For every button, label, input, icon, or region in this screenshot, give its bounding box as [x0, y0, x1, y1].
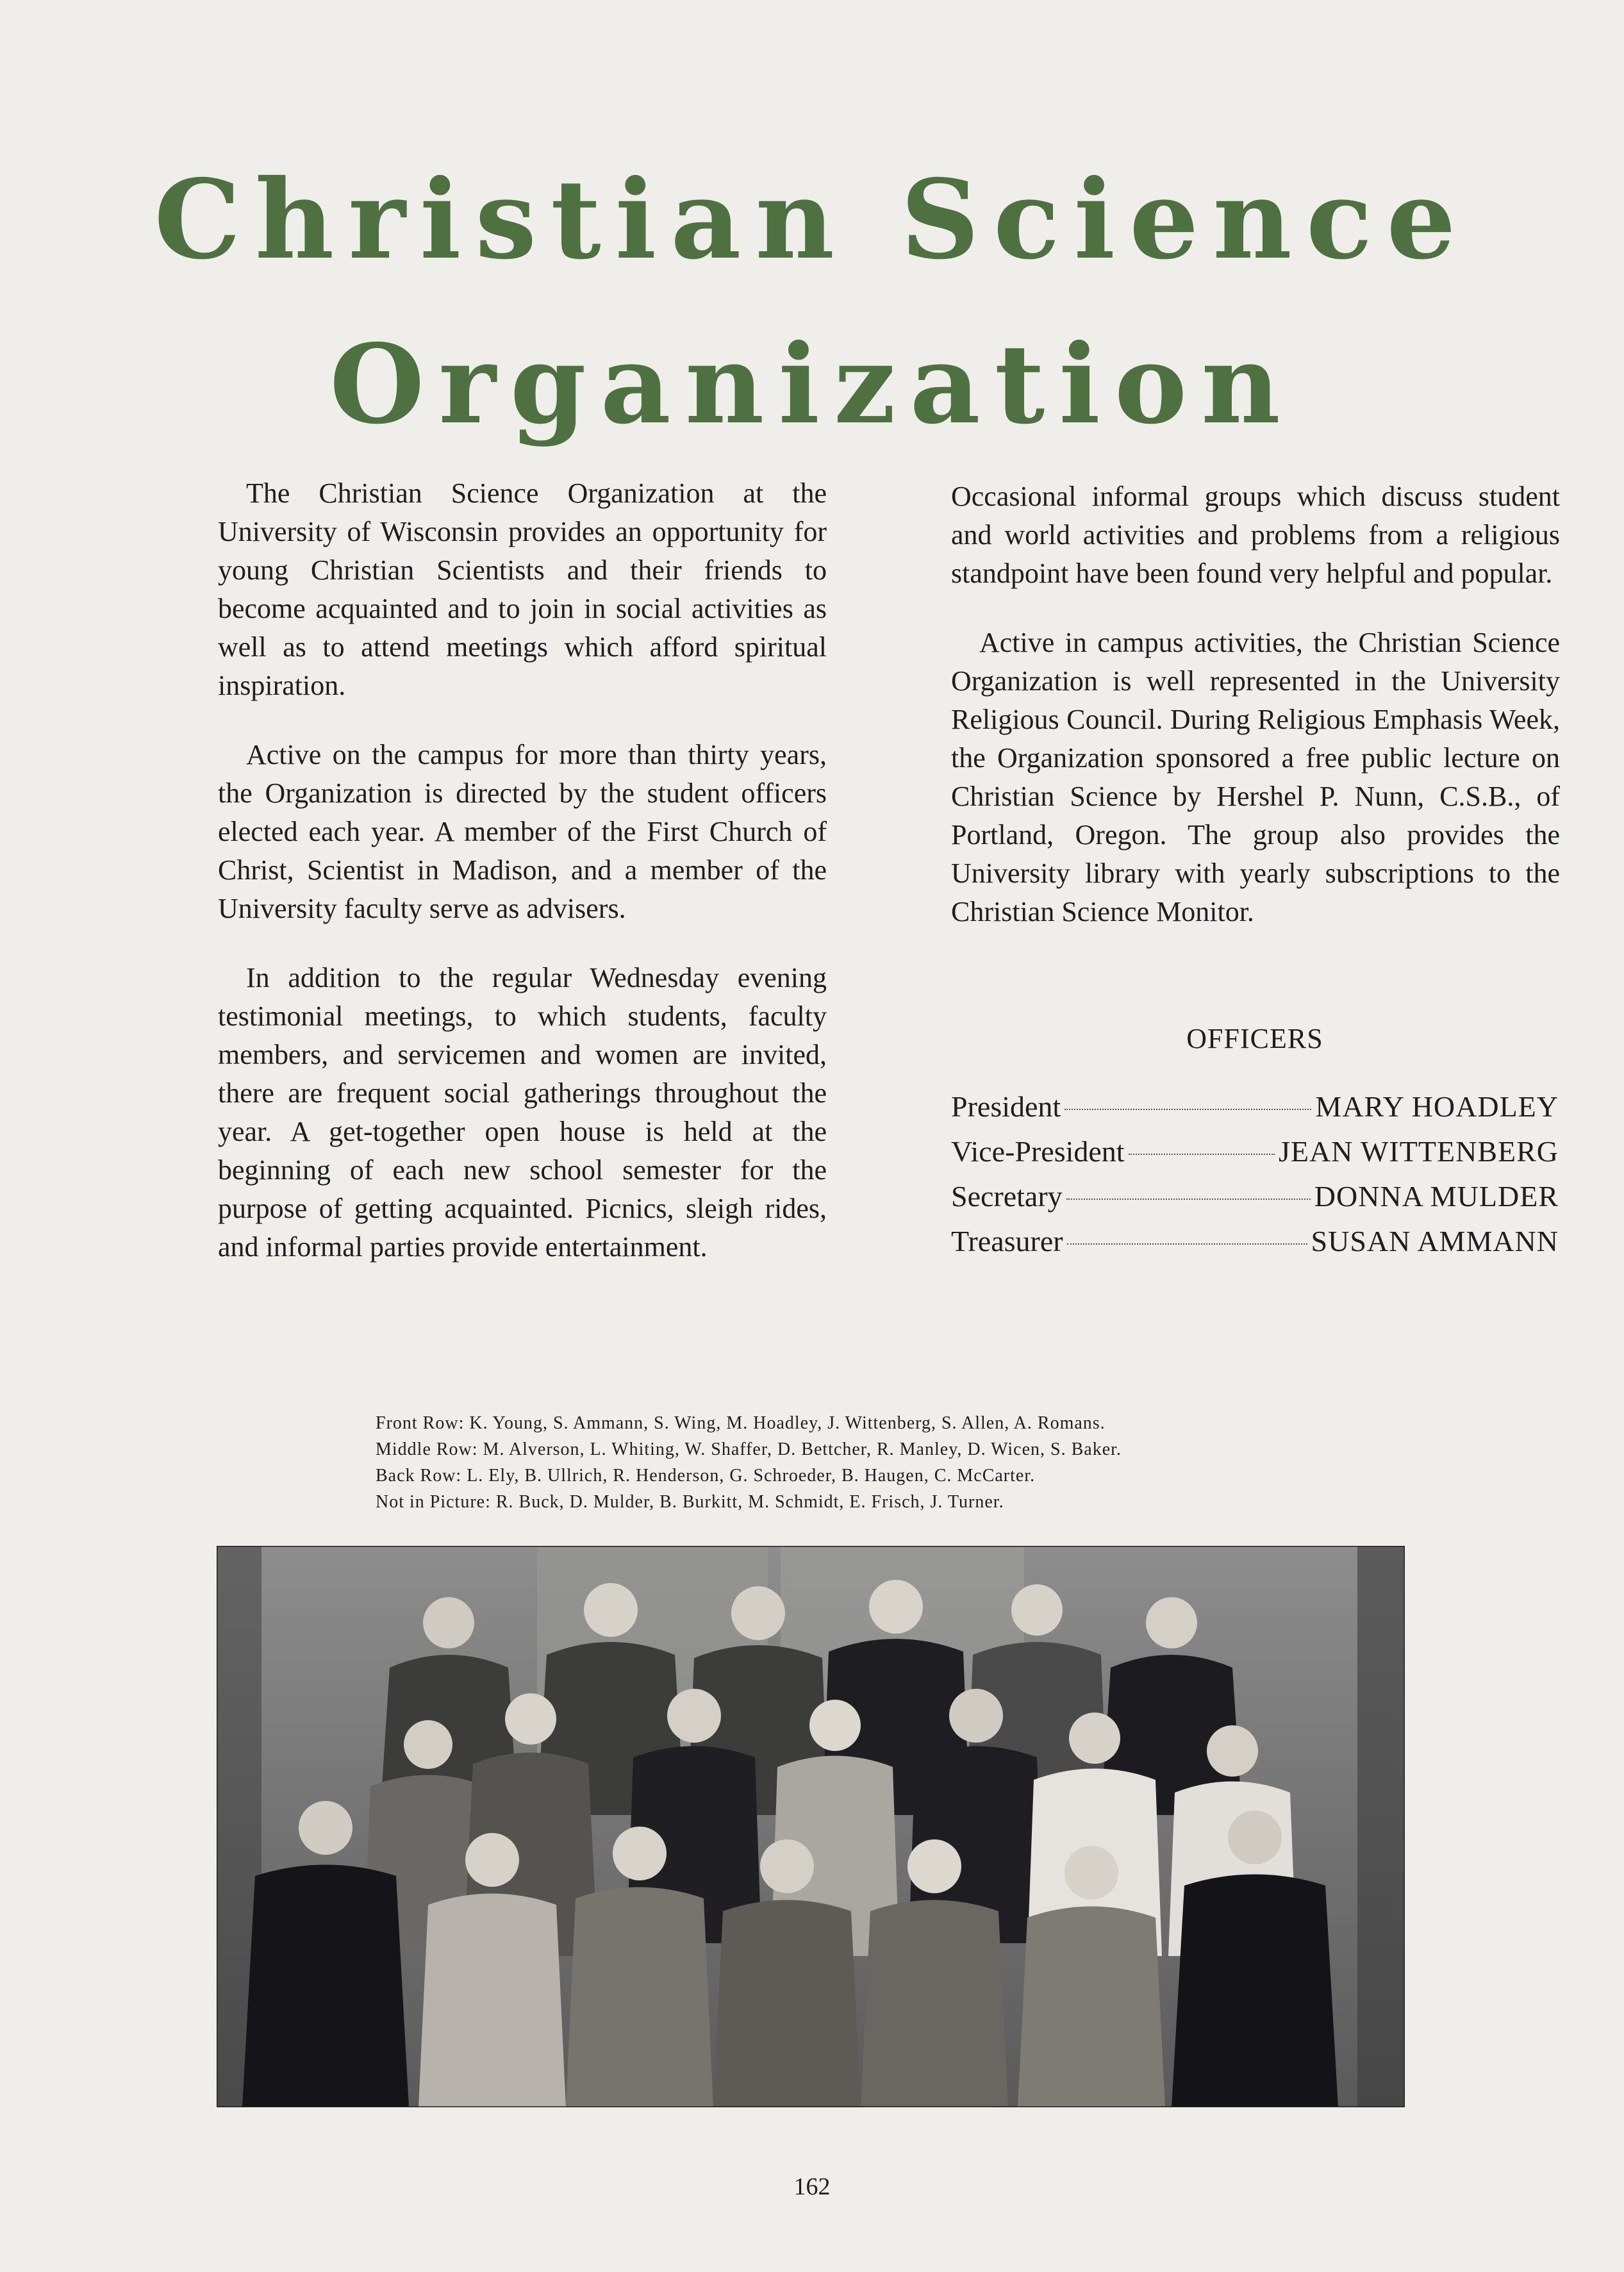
caption-back-row: Back Row: L. Ely, B. Ullrich, R. Henderson, G. Schroeder, B. Haugen, C. McCarter. — [376, 1466, 1036, 1486]
dotted-leader — [1067, 1243, 1307, 1245]
photo-caption — [376, 1410, 1286, 1515]
paragraph: In addition to the regular Wednesday evening testimonial meetings, to which students, faculty members, and servicemen and women are invited, there are frequent social gatherings throughout the year. A get-together open house is held at the beginning of each new school semester for the purpose of getting acquainted. Picnics, sleigh rides, and informal parties provide entertainment. — [218, 962, 827, 1263]
officers-heading: OFFICERS — [1186, 1023, 1323, 1054]
page-number: 162 — [793, 2173, 831, 2200]
caption-middle-row: Middle Row: M. Alverson, L. Whiting, W. Shaffer, D. Bettcher, R. Manley, D. Wicen, S. Baker. — [376, 1439, 1122, 1459]
group-photo-illustration — [217, 1546, 1405, 2107]
officer-row — [951, 1134, 1559, 1179]
caption-not-in-picture: Not in Picture: R. Buck, D. Mulder, B. Burkitt, M. Schmidt, E. Frisch, J. Turner. — [376, 1492, 1004, 1512]
paragraph: Occasional informal groups which discuss student and world activities and problems from a religious standpoint have been found very helpful and popular. — [951, 481, 1560, 589]
dotted-leader — [1066, 1198, 1311, 1200]
officer-name: MARY HOADLEY — [1315, 1090, 1559, 1123]
paragraph: Active on the campus for more than thirty years, the Organization is directed by the student officers elected each year. A member of the First Church of Christ, Scientist in Madison, and a member of the University faculty serve as advisers. — [218, 739, 827, 924]
officer-row — [951, 1179, 1559, 1224]
officer-name: JEAN WITTENBERG — [1278, 1135, 1559, 1168]
caption-front-row: Front Row: K. Young, S. Ammann, S. Wing, M. Hoadley, J. Wittenberg, S. Allen, A. Romans. — [376, 1413, 1106, 1433]
paragraph: The Christian Science Organization at the University of Wisconsin provides an opportunity for young Christian Scientists and their friends to become acquainted and to join in social activities as well as to attend meetings which afford spiritual inspiration. — [218, 477, 827, 701]
right-text-column — [951, 477, 1560, 962]
page-title-line-2: Organization — [329, 320, 1295, 449]
page-title-line-1: Christian Science — [154, 156, 1470, 284]
left-text-column — [218, 474, 827, 1297]
officer-row — [951, 1224, 1559, 1269]
officer-row — [951, 1090, 1559, 1134]
paragraph: Active in campus activities, the Christian Science Organization is well represented in the University Religious Council. During Religious Emphasis Week, the Organization sponsored a free public lecture on Christian Science by Hershel P. Nunn, C.S.B., of Portland, Oregon. The group also provides the University library with yearly subscriptions to the Christian Science Monitor. — [951, 627, 1560, 927]
officer-role: Vice-President — [951, 1135, 1125, 1168]
dotted-leader — [1065, 1109, 1311, 1110]
group-photo — [217, 1546, 1405, 2107]
dotted-leader — [1129, 1154, 1275, 1155]
officer-name: SUSAN AMMANN — [1311, 1225, 1559, 1257]
officer-name: DONNA MULDER — [1314, 1180, 1559, 1213]
officer-role: President — [951, 1090, 1061, 1123]
officer-role: Treasurer — [951, 1225, 1063, 1257]
officer-role: Secretary — [951, 1180, 1063, 1213]
officers-list — [951, 1090, 1559, 1269]
